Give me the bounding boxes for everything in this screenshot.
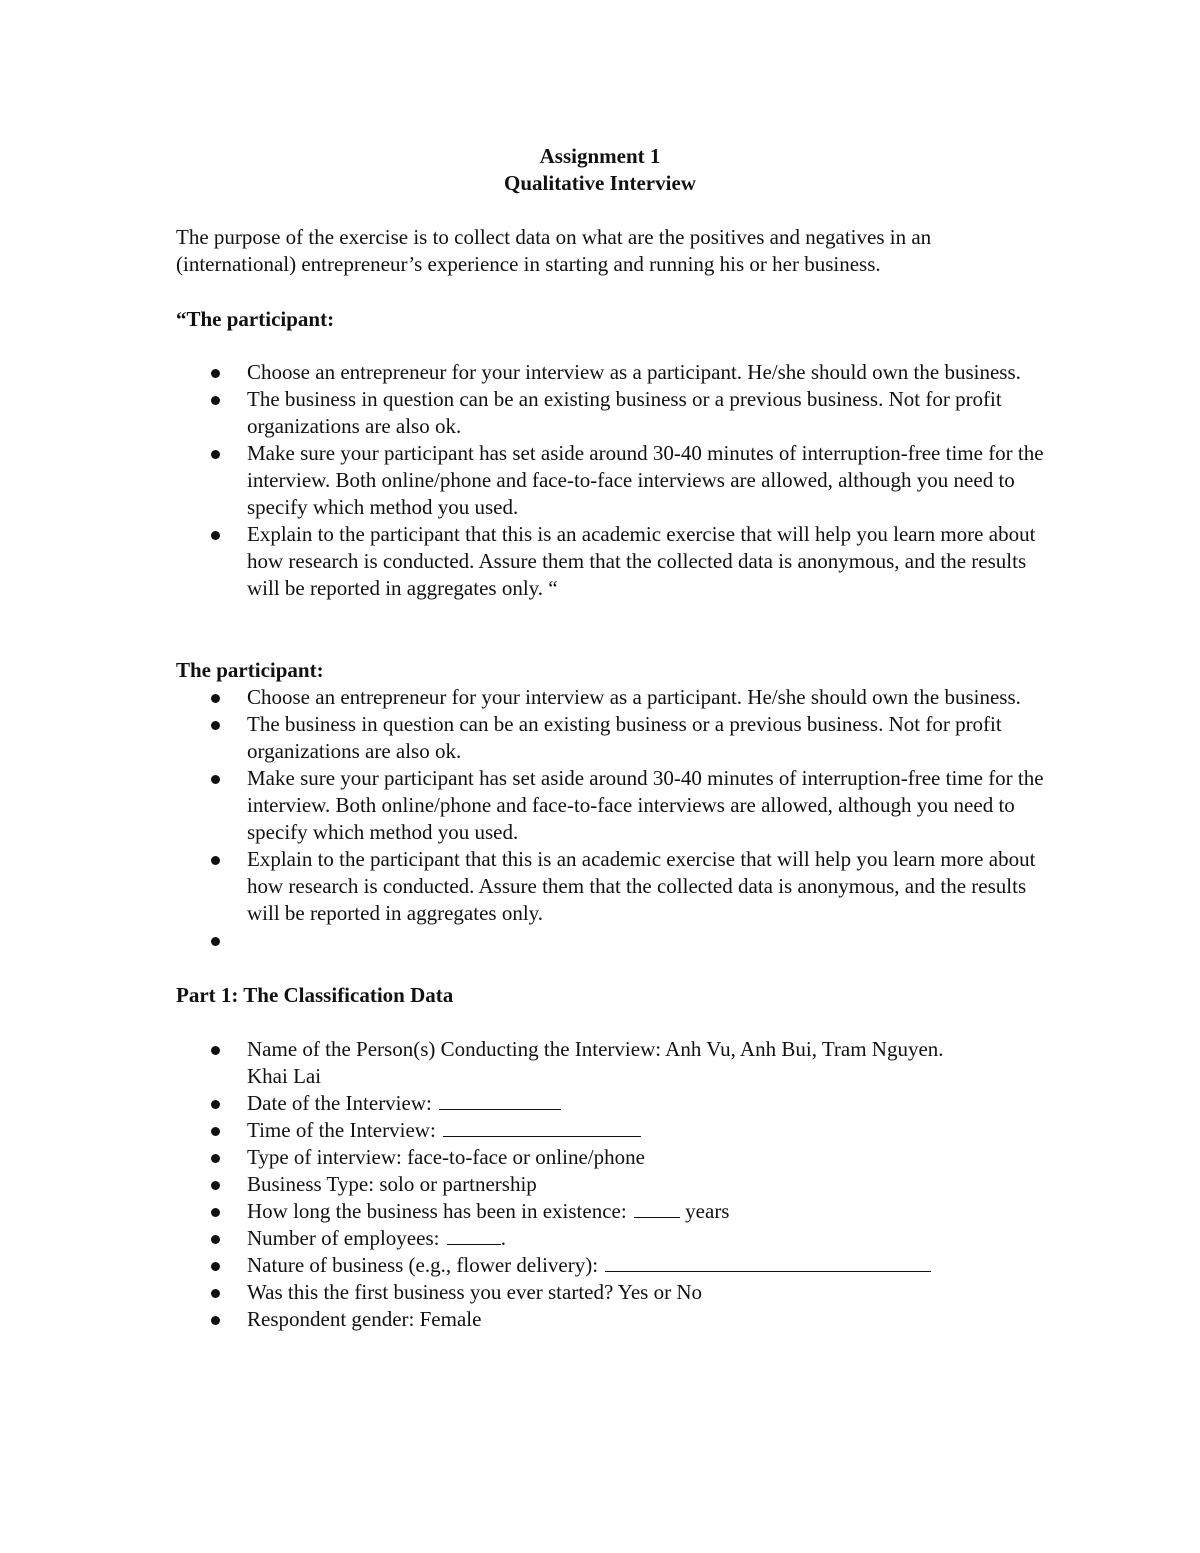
bullet-icon (211, 937, 220, 946)
list-item: Explain to the participant that this is an academic exercise that will help you learn more about how research is conducted. Assure them that the collected data is anonymous, and the results will be reported in aggregates only. (176, 846, 1056, 927)
list-item: The business in question can be an existing business or a previous business. Not for profit organizations are also ok. (176, 711, 1056, 765)
bullet-icon (211, 1154, 220, 1163)
list-item: Was this the first business you ever started? Yes or No (176, 1279, 1056, 1306)
list-item: Explain to the participant that this is an academic exercise that will help you learn more about how research is conducted. Assure them that the collected data is anonymous, and the results will be reported in aggregates only. “ (176, 521, 1056, 602)
list-item: Type of interview: face-to-face or online/phone (176, 1144, 1056, 1171)
bullet-icon (211, 531, 220, 540)
bullet-icon (211, 775, 220, 784)
date-blank[interactable] (439, 1091, 561, 1110)
bullet-icon (211, 694, 220, 703)
document-title: Assignment 1 (539, 144, 661, 168)
list-item: Choose an entrepreneur for your interview as a participant. He/she should own the business. (176, 359, 1056, 386)
bullet-icon (211, 1316, 220, 1325)
bullet-icon (211, 1127, 220, 1136)
document-subtitle: Qualitative Interview (504, 171, 696, 195)
list-item: Make sure your participant has set aside around 30-40 minutes of interruption-free time for the interview. Both online/phone and face-to-face interviews are allowed, although you need to specify which method you used. (176, 440, 1056, 521)
list-item-empty (176, 927, 1056, 954)
list-item: Time of the Interview: (176, 1117, 1056, 1144)
bullet-icon (211, 450, 220, 459)
existence-blank[interactable] (634, 1199, 680, 1218)
bullet-icon (211, 1262, 220, 1271)
time-blank[interactable] (443, 1118, 641, 1137)
bullet-icon (211, 369, 220, 378)
list-item: Name of the Person(s) Conducting the Interview: Anh Vu, Anh Bui, Tram Nguyen. Khai Lai (176, 1036, 1056, 1090)
participant-quoted-list (176, 359, 1056, 602)
list-item: Date of the Interview: (176, 1090, 1056, 1117)
list-item: Respondent gender: Female (176, 1306, 1056, 1333)
list-item: Nature of business (e.g., flower delivery): (176, 1252, 1056, 1279)
bullet-icon (211, 1208, 220, 1217)
employees-blank[interactable] (447, 1226, 501, 1245)
nature-blank[interactable] (605, 1253, 931, 1272)
list-item: Business Type: solo or partnership (176, 1171, 1056, 1198)
intro-paragraph: The purpose of the exercise is to collect data on what are the positives and negatives in an (international) entrepreneur’s experience in starting and running his or her business. (176, 225, 932, 276)
bullet-icon (211, 1235, 220, 1244)
list-item: Make sure your participant has set aside around 30-40 minutes of interruption-free time for the interview. Both online/phone and face-to-face interviews are allowed, although you need to specify which method you used. (176, 765, 1056, 846)
participant-list (176, 684, 1056, 954)
participant-quoted-heading: “The participant: (176, 307, 335, 331)
bullet-icon (211, 1181, 220, 1190)
bullet-icon (211, 1289, 220, 1298)
list-item: Number of employees: . (176, 1225, 1056, 1252)
list-item: Choose an entrepreneur for your interview as a participant. He/she should own the business. (176, 684, 1056, 711)
bullet-icon (211, 1100, 220, 1109)
bullet-icon (211, 1046, 220, 1055)
list-item: How long the business has been in existence: years (176, 1198, 1056, 1225)
participant-heading: The participant: (176, 658, 324, 682)
classification-list (176, 1036, 1056, 1333)
bullet-icon (211, 396, 220, 405)
bullet-icon (211, 721, 220, 730)
part1-heading: Part 1: The Classification Data (176, 983, 454, 1007)
bullet-icon (211, 856, 220, 865)
list-item: The business in question can be an existing business or a previous business. Not for profit organizations are also ok. (176, 386, 1056, 440)
